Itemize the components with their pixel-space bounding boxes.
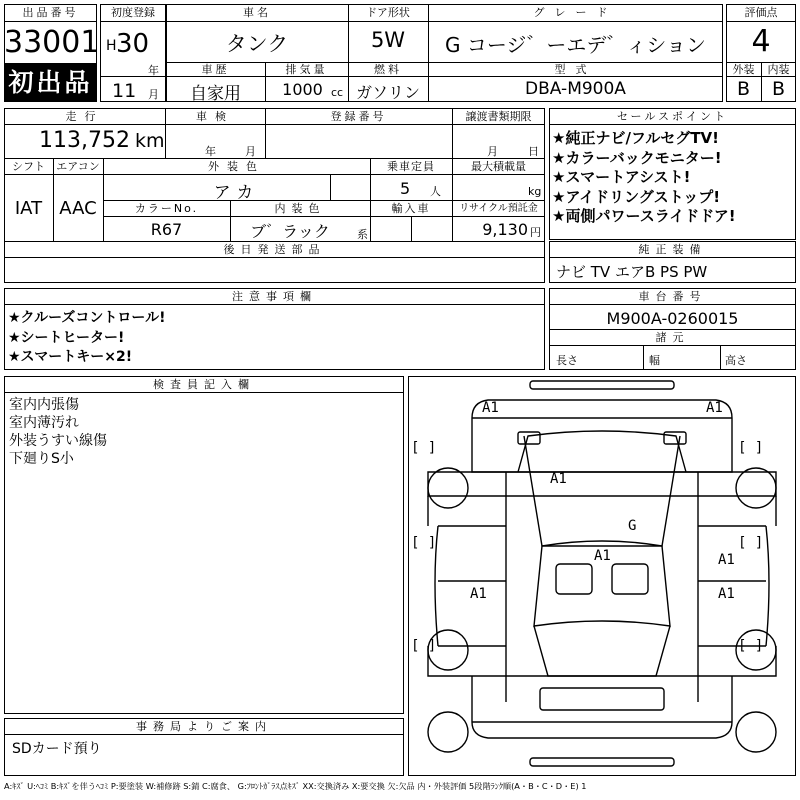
capacity-unit: 人: [430, 185, 441, 198]
caution-item: ★スマートキー×2!: [8, 349, 133, 365]
sales-points-list: [552, 129, 795, 227]
model: DBA-M900A: [525, 79, 626, 99]
diagram-bracket: [ ]: [411, 638, 437, 654]
inspector-label: 検査員記入欄: [153, 378, 255, 391]
diagram-bracket: [ ]: [738, 535, 764, 551]
office-label: 事務局よりご案内: [136, 720, 272, 733]
inspector-notes: [9, 396, 399, 468]
capacity: 5: [400, 179, 411, 198]
door-type: 5W: [370, 28, 406, 52]
lot-number: 33001: [4, 25, 100, 60]
import-label: 輸入車: [391, 202, 431, 215]
cautions-label: 注意事項欄: [232, 290, 317, 303]
inspector-note: 室内薄汚れ: [9, 415, 79, 431]
mileage: 113,752: [39, 128, 130, 153]
damage-mark: A1: [718, 552, 735, 568]
model-label: 型式: [554, 63, 597, 76]
displacement: 1000: [282, 80, 323, 99]
capacity-label: 乗車定員: [387, 160, 435, 173]
era: H: [106, 38, 117, 54]
transfer-deadline-label: 譲渡書類期限: [465, 110, 532, 123]
displacement-unit: cc: [331, 86, 344, 99]
registration-month: 11: [112, 80, 137, 102]
registration-year: 30: [116, 29, 150, 59]
damage-mark: A1: [594, 548, 611, 564]
recycle-label: リサイクル預託金: [459, 203, 538, 214]
exterior-label: 外装: [732, 63, 755, 76]
inspector-note: 室内内張傷: [9, 397, 79, 413]
damage-mark: G: [628, 518, 637, 534]
sales-point: ★スマートアシスト!: [552, 168, 691, 186]
registration-number-label: 登録番号: [330, 110, 387, 123]
door-type-label: ドア形状: [366, 6, 410, 19]
width-label: 幅: [649, 354, 660, 367]
interior-color-unit: 系: [357, 228, 368, 241]
sales-point: ★純正ナビ/フルセグTV!: [552, 129, 720, 147]
later-parts-label: 後日発送部品: [223, 243, 326, 256]
air-conditioner: AAC: [59, 198, 97, 219]
inspector-note: 下廻りS小: [9, 451, 74, 467]
interior-grade: B: [771, 78, 786, 100]
equipment: ナビ TV エアB PS PW: [556, 263, 708, 281]
car-name-label: 車名: [243, 6, 271, 19]
color-number: R67: [150, 220, 183, 239]
transfer-month-unit: 月: [487, 145, 498, 158]
legend: A:ｷｽﾞ U:ﾍｺﾐ B:ｷｽﾞを伴うﾍｺﾐ P:要塗装 W:補修跡 S:錆 C:腐食、 G:ﾌﾛﾝﾄｶﾞﾗｽ点ｷｽﾞ XX:交換済み X:要交換 欠:欠品 内・外装評価 5段階ﾗﾝｸ順(A・B・C・D・E) 1: [4, 781, 587, 791]
score-label: 評価点: [744, 6, 778, 19]
exterior-grade: B: [736, 78, 751, 100]
office-note: SDカード預り: [12, 741, 102, 757]
diagram-bracket: [ ]: [738, 440, 764, 456]
car-name: タンク: [225, 32, 289, 56]
dimensions-label: 諸元: [655, 331, 690, 344]
sales-points-label: セールスポイント: [616, 110, 728, 123]
interior-color-label: 内装色: [274, 202, 326, 215]
inspection-label: 車検: [196, 110, 234, 123]
interior-label: 内装: [767, 63, 790, 76]
max-load-unit: kg: [528, 185, 542, 198]
damage-mark: A1: [718, 586, 735, 602]
height-label: 高さ: [725, 354, 747, 367]
caution-item: ★クルーズコントロール!: [8, 310, 166, 326]
shift: IAT: [14, 198, 43, 219]
car-diagram: [408, 376, 796, 776]
score: 4: [751, 24, 771, 59]
shift-label: シフト: [12, 160, 45, 173]
exterior-color-label: 外装色: [208, 160, 265, 173]
damage-mark: A1: [550, 471, 567, 487]
recycle-unit: 円: [530, 226, 541, 239]
transfer-day-unit: 日: [528, 145, 539, 158]
caution-item: ★シートヒーター!: [8, 329, 125, 346]
sales-point: ★アイドリングストップ!: [552, 187, 721, 206]
chassis-label: 車台番号: [638, 290, 707, 303]
max-load-label: 最大積載量: [471, 160, 526, 173]
first-registration-label: 初度登録: [111, 6, 155, 19]
length-label: 長さ: [556, 354, 578, 367]
cautions-list: [8, 309, 538, 368]
equipment-label: 純正装備: [638, 243, 707, 256]
history: 自家用: [190, 84, 241, 104]
fuel: ガソリン: [355, 83, 420, 102]
damage-mark: A1: [470, 586, 487, 602]
sales-point: ★両側パワースライドドア!: [552, 207, 736, 225]
diagram-bracket: [ ]: [411, 440, 437, 456]
sales-point: ★カラーバックモニター!: [552, 148, 722, 167]
damage-mark: A1: [706, 400, 723, 416]
year-unit: 年: [148, 64, 159, 77]
inspection-month-unit: 月: [245, 145, 256, 158]
chassis-number: M900A-0260015: [606, 309, 739, 328]
displacement-label: 排気量: [285, 63, 328, 76]
lot-number-label: 出品番号: [22, 6, 79, 19]
damage-mark: A1: [482, 400, 499, 416]
first-listing-badge: 初出品: [4, 64, 97, 102]
diagram-bracket: [ ]: [738, 638, 764, 654]
month-unit: 月: [148, 88, 159, 101]
exterior-color: アカ: [213, 183, 260, 203]
fuel-label: 燃料: [374, 63, 402, 76]
interior-color: ブ゛ラック: [250, 222, 330, 241]
mileage-unit: km: [135, 130, 165, 152]
color-number-label: カラーNo.: [134, 202, 199, 215]
grade: G コージ゛ーエデ゛ィション: [444, 33, 707, 57]
ac-label: エアコン: [56, 160, 100, 173]
history-label: 車歴: [201, 63, 230, 76]
mileage-label: 走行: [65, 110, 104, 123]
inspection-year-unit: 年: [205, 145, 216, 158]
diagram-bracket: [ ]: [411, 535, 437, 551]
inspector-note: 外装うすい線傷: [9, 433, 107, 449]
recycle-deposit: 9,130: [482, 220, 528, 239]
grade-label: グレード: [533, 6, 618, 19]
